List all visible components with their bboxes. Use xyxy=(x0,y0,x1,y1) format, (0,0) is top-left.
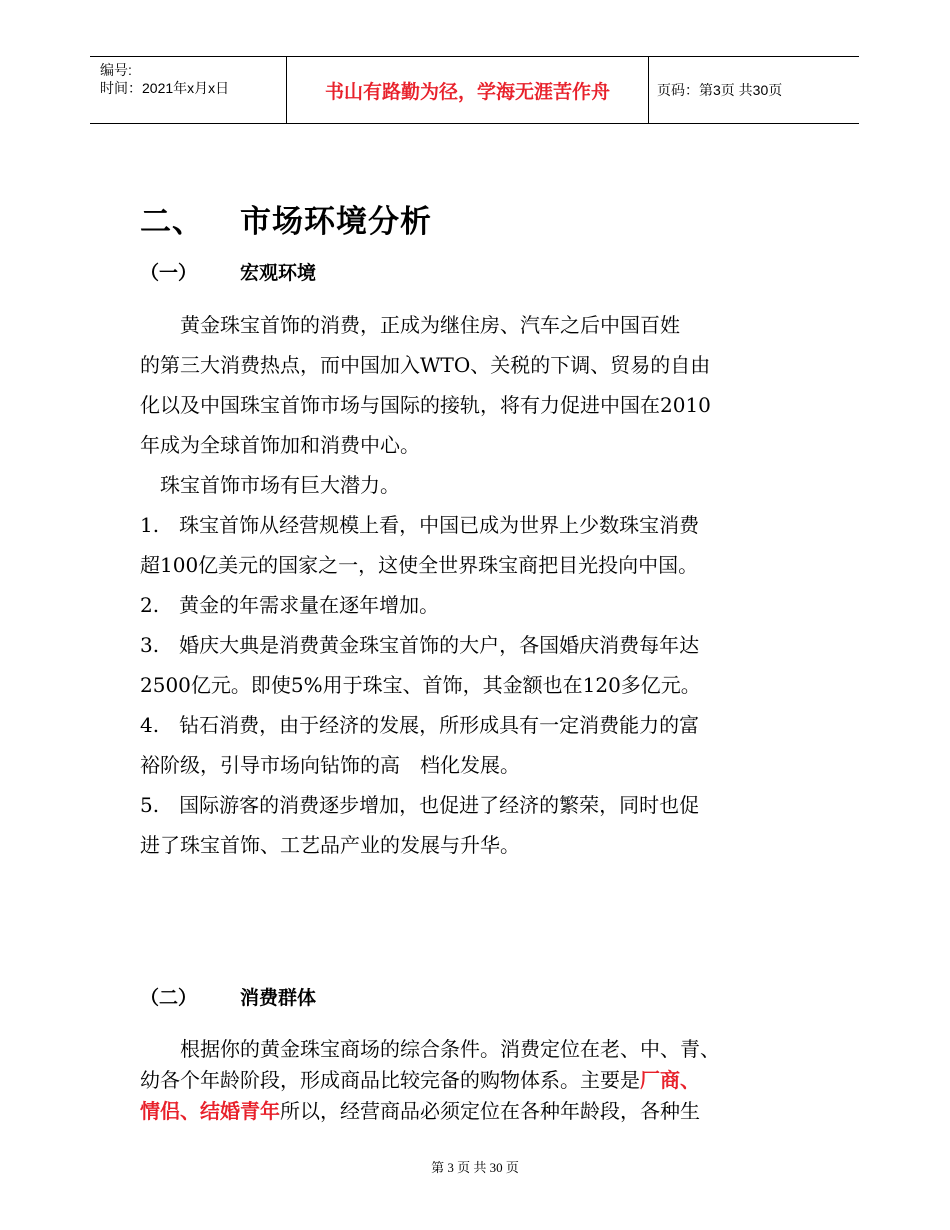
list-item: 裕阶级，引导市场向钻饰的高 档化发展。 xyxy=(140,753,520,777)
text-line: 的第三大消费热点，而中国加入WTO、关税的下调、贸易的自由 xyxy=(140,353,711,377)
text-line: 黄金珠宝首饰的消费，正成为继住房、汽车之后中国百姓 xyxy=(140,313,680,337)
text-span: 幼各个年龄阶段，形成商品比较完备的购物体系。主要是 xyxy=(140,1068,640,1092)
list-item: 3. 婚庆大典是消费黄金珠宝首饰的大户，各国婚庆消费每年达 xyxy=(140,633,700,657)
list-item: 超100亿美元的国家之一，这使全世界珠宝商把目光投向中国。 xyxy=(140,553,699,577)
list-item: 2500亿元。即使5%用于珠宝、首饰，其金额也在120多亿元。 xyxy=(140,673,701,697)
macro-paragraph xyxy=(140,305,820,865)
subsection-heading-1 xyxy=(140,258,316,285)
motto: 书山有路勤为径，学海无涯苦作舟 xyxy=(286,57,649,123)
subsection-number: （二） xyxy=(140,987,198,1009)
section-title: 市场环境分析 xyxy=(240,204,432,240)
highlight-text: 情侣、结婚青年 xyxy=(140,1099,280,1123)
list-item: 1. 珠宝首饰从经营规模上看，中国已成为世界上少数珠宝消费 xyxy=(140,513,700,537)
consumer-paragraph xyxy=(140,1034,820,1127)
list-item: 2. 黄金的年需求量在逐年增加。 xyxy=(140,593,440,617)
subsection-heading-2 xyxy=(140,983,316,1010)
page-footer: 第 3 页 共 30 页 xyxy=(431,1160,519,1175)
list-item: 5. 国际游客的消费逐步增加，也促进了经济的繁荣，同时也促 xyxy=(140,793,700,817)
text-line: 根据你的黄金珠宝商场的综合条件。消费定位在老、中、青、 xyxy=(140,1037,720,1061)
highlight-text: 厂商、 xyxy=(640,1068,700,1092)
text-line: 年成为全球首饰加和消费中心。 xyxy=(140,433,420,457)
list-item: 进了珠宝首饰、工艺品产业的发展与升华。 xyxy=(140,833,520,857)
number-label: 编号: xyxy=(100,62,132,78)
text-line xyxy=(140,1096,820,1127)
section-number: 二、 xyxy=(140,204,204,240)
page-header xyxy=(90,56,859,124)
text-line: 珠宝首饰市场有巨大潜力。 xyxy=(140,473,400,497)
header-left-cell xyxy=(90,57,286,123)
section-heading xyxy=(140,196,432,241)
text-line xyxy=(140,1065,820,1096)
list-item: 4. 钻石消费，由于经济的发展，所形成具有一定消费能力的富 xyxy=(140,713,700,737)
time-label: 时间：2021年x月x日 xyxy=(100,80,230,96)
subsection-title: 消费群体 xyxy=(240,987,317,1009)
subsection-number: （一） xyxy=(140,262,198,284)
text-line: 化以及中国珠宝首饰市场与国际的接轨，将有力促进中国在2010 xyxy=(140,393,711,417)
subsection-title: 宏观环境 xyxy=(240,262,317,284)
text-span: 所以，经营商品必须定位在各种年龄段，各种生 xyxy=(280,1099,700,1123)
header-page-info: 页码：第3页 共30页 xyxy=(657,82,783,98)
